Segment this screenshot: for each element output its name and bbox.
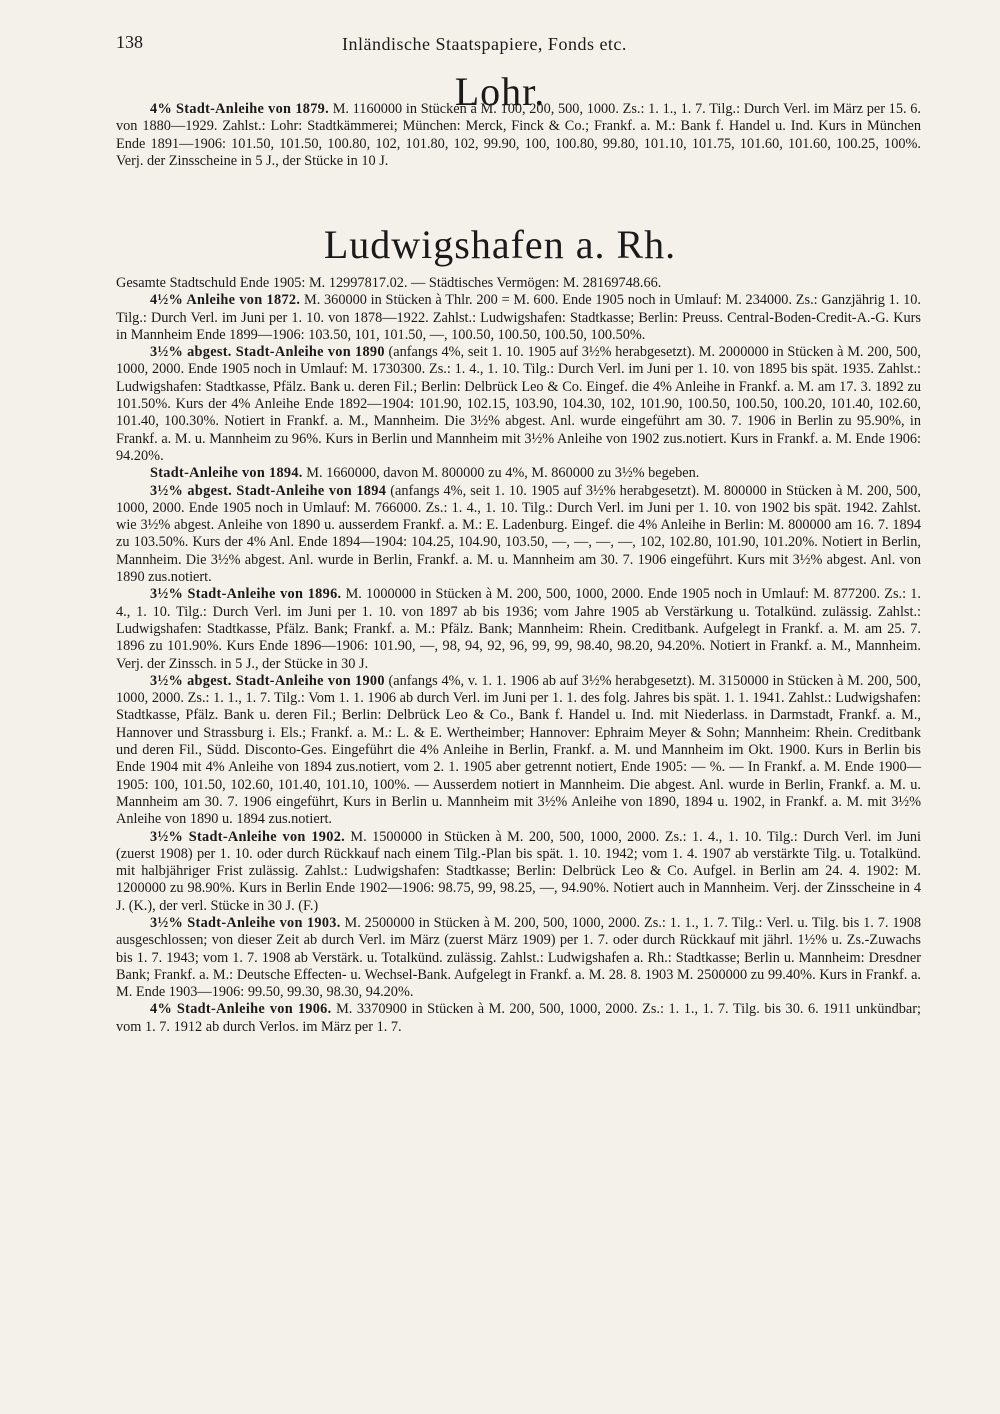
paragraph: [116, 292, 921, 344]
paragraph-text: (anfangs 4%, v. 1. 1. 1906 ab auf 3½% herabgesetzt). M. 3150000 in Stücken à M. 200, 500, 1000, 2000. Zs.: 1. 1., 1. 7. Tilg.: Vom 1. 1. 1906 ab durch Verl. im Juni per 1. 1. des folg. Jahres bis spät. 1. 1. 1941. Zahlst.: Ludwigshafen: Stadtkasse, Pfälz. Bank u. deren Fil.; Berlin: Delbrück Leo & Co., Bank f. Handel u. Ind. mit Niederlass. in Darmstadt, Frankf. a. M., Hannover und Strassburg i. Els.; Frankf. a. M.: L. & E. Wertheimber; Hannover: Ephraim Meyer & Sohn; Mannheim: Rhein. Creditbank und deren Fil., Südd. Disconto-Ges. Eingeführt die 4% Anleihe in Berlin, Frankf. a. M. und Mannheim im Okt. 1900. Kurs in Berlin bis Ende 1904 mit 4% Anleihe von 1894 zus.notiert, vom 2. 1. 1905 aber getrennt notiert, Ende 1905: — %. — In Frankf. a. M. Ende 1900—1905: 100, 101.50, 102.60, 101.40, 101.10, 100%. — Ausserdem notiert in Mannheim. Die abgest. Anl. wurde in Berlin, Frankf. a. M. u. Mannheim am 30. 7. 1906 eingeführt, Kurs in Berlin u. Mannheim mit 3½% Anleihe von 1890, 1894 u. 1902, in Frankf. a. M. mit 3½% Anleihe von 1890 u. 1894 zus.notiert.: [116, 672, 921, 828]
paragraph-text: M. 1160000 in Stücken à M. 100, 200, 500, 1000. Zs.: 1. 1., 1. 7. Tilg.: Durch Verl. im März per 15. 6. von 1880—1929. Zahlst.: Lohr: Stadtkämmerei; München: Merck, Finck & Co.; Frankf. a. M.: Bank f. Handel u. Ind. Kurs in München Ende 1891—1906: 101.50, 101.50, 100.80, 102, 101.80, 102, 99.90, 100, 100.80, 99.80, 101.10, 101.75, 101.60, 101.60, 100.25, 100%. Verj. der Zinsscheine in 5 J., der Stücke in 10 J.: [116, 101, 921, 169]
paragraph: [116, 483, 921, 587]
section-body-ludwigshafen: [116, 275, 921, 1036]
paragraph-text: M. 2500000 in Stücken à M. 200, 500, 1000, 2000. Zs.: 1. 1., 1. 7. Tilg.: Verl. u. Tilg. bis 1. 7. 1908 ausgeschlossen; von dieser Zeit ab durch Verl. im März (zuerst März 1909) per 1. 7. oder durch Rückkauf mit jährl. 1½% u. Zs.-Zuwachs bis 1. 7. 1943; vom 1. 7. 1908 ab Verstärk. u. Totalkünd. zulässig. Zahlst.: Ludwigshafen a. Rh.: Stadtkasse; Berlin u. Mannheim: Dresdner Bank; Frankf. a. M.: Deutsche Effecten- u. Wechsel-Bank. Aufgelegt in Frankf. a. M. 28. 8. 1903 M. 2500000 zu 99.40%. Kurs in Frankf. a. M. Ende 1903—1906: 99.50, 99.30, 98.30, 94.20%.: [116, 914, 921, 1001]
section-body-lohr: [116, 101, 921, 170]
paragraph: [116, 465, 921, 482]
paragraph-text: M. 1000000 in Stücken à M. 200, 500, 1000, 2000. Ende 1905 noch in Umlauf: M. 877200. Zs.: 1. 4., 1. 10. Tilg.: Durch Verl. im Juni per 1. 10. von 1897 ab bis 1936; vom Jahre 1905 ab Verstärkung u. Totalkünd. zulässig. Zahlst.: Ludwigshafen: Stadtkasse, Pfälz. Bank; Frankf. a. M.: Pfälz. Bank; Mannheim: Rhein. Creditbank. Aufgelegt in Frankf. a. M. am 25. 7. 1896 zu 101.90%. Kurs Ende 1896—1906: 101.90, —, 98, 94, 92, 96, 99, 99, 98.40, 98.20, 94.20%. Notiert in Frankf. a. M., Mannheim. Verj. der Zinssch. in 5 J., der Stücke in 30 J.: [116, 586, 921, 672]
paragraph-lead: 3½% Stadt-Anleihe von 1903.: [150, 914, 341, 931]
paragraph: [116, 101, 921, 170]
paragraph-text: M. 1660000, davon M. 800000 zu 4%, M. 860000 zu 3½% begeben.: [302, 465, 700, 482]
paragraph-lead: 4½% Anleihe von 1872.: [150, 292, 301, 309]
running-head-title: Inländische Staatspapiere, Fonds etc.: [342, 34, 627, 54]
paragraph: [116, 1001, 921, 1036]
paragraph-text: M. 360000 in Stücken à Thlr. 200 = M. 600. Ende 1905 noch in Umlauf: M. 234000. Zs.: Ganzjährig 1. 10. Tilg.: Durch Verl. im Juni per 1. 10. von 1878—1922. Zahlst.: Ludwigshafen: Stadtkasse; Berlin: Preuss. Central-Boden-Credit-A.-G. Kurs in Mannheim Ende 1899—1906: 103.50, 101, 101.50, —, 100.50, 100.50, 100.50, 100.50%.: [116, 292, 921, 343]
paragraph-text: M. 1500000 in Stücken à M. 200, 500, 1000, 2000. Zs.: 1. 4., 1. 10. Tilg.: Durch Verl. im Juni (zuerst 1908) per 1. 10. oder durch Rückkauf nach einem Tilg.-Plan bis spät. 1. 10. 1942; vom 1. 4. 1907 ab verstärkte Tilg. u. Totalkünd. mit halbjähriger Frist zulässig. Zahlst.: Ludwigshafen: Stadtkasse; Berlin: Delbrück Leo & Co. Aufgel. in Berlin am 24. 4. 1902: M. 1200000 zu 98.90%. Kurs in Berlin Ende 1902—1906: 98.75, 99, 98.25, —, 94.90%. Notiert auch in Mannheim. Verj. der Zinsscheine in 4 J. (K.), der verl. Stücke in 30 J. (F.): [116, 828, 921, 914]
paragraph: [116, 586, 921, 672]
paragraph: [116, 673, 921, 829]
paragraph-lead: 3½% abgest. Stadt-Anleihe von 1900: [150, 672, 385, 689]
paragraph: [116, 915, 921, 1001]
paragraph-lead: 4% Stadt-Anleihe von 1906.: [150, 1001, 332, 1018]
paragraph-text: M. 3370900 in Stücken à M. 200, 500, 1000, 2000. Zs.: 1. 1., 1. 7. Tilg. bis 30. 6. 1911 unkündbar; vom 1. 7. 1912 ab durch Verlos. im März per 1. 7.: [116, 1001, 921, 1035]
paragraph-lead: 3½% abgest. Stadt-Anleihe von 1894: [150, 482, 387, 499]
paragraph-lead: 3½% Stadt-Anleihe von 1902.: [150, 828, 346, 845]
section-heading-lohr: Lohr.: [454, 69, 546, 114]
paragraph: [116, 275, 921, 292]
paragraph-text: Gesamte Stadtschuld Ende 1905: M. 12997817.02. — Städtisches Vermögen: M. 28169748.66.: [116, 275, 662, 291]
paragraph-lead: 4% Stadt-Anleihe von 1879.: [150, 101, 329, 117]
paragraph-lead: 3½% abgest. Stadt-Anleihe von 1890: [150, 344, 385, 361]
paragraph-text: (anfangs 4%, seit 1. 10. 1905 auf 3½% herabgesetzt). M. 800000 in Stücken à M. 200, 500, 1000, 2000. Ende 1905 noch in Umlauf: M. 766000. Zs.: 1. 4., 1. 10. Tilg.: Durch Verl. im Juni per 1. 10. von 1902 bis spät. 1942. Zahlst. wie 3½% abgest. Anleihe von 1890 u. ausserdem Frankf. a. M.: E. Ladenburg. Eingef. die 4% Anleihe in Berlin: M. 800000 am 16. 7. 1894 zu 103.50%. Kurs der 4% Anl. Ende 1894—1904: 104.25, 104.90, 103.50, —, —, —, —, 102, 102.80, 101.90, 101.20%. Notiert in Berlin, Mannheim. Die 3½% abgest. Anl. wurde in Berlin, Frankf. a. M. u. Mannheim am 30. 7. 1906 eingeführt. Kurs mit 3½% abgest. Anl. von 1890 zus.notiert.: [116, 482, 922, 586]
section-heading-ludwigshafen: Ludwigshafen a. Rh.: [323, 222, 677, 267]
page-number: 138: [116, 32, 143, 52]
paragraph-lead: Stadt-Anleihe von 1894.: [150, 465, 303, 482]
paragraph-text: (anfangs 4%, seit 1. 10. 1905 auf 3½% herabgesetzt). M. 2000000 in Stücken à M. 200, 500, 1000, 2000. Ende 1905 noch in Umlauf: M. 1730300. Zs.: 1. 4., 1. 10. Tilg.: Durch Verl. im Juni per 1. 10. von 1895 bis spät. 1935. Zahlst.: Ludwigshafen: Stadtkasse, Pfälz. Bank u. deren Fil.; Berlin: Delbrück Leo & Co. Eingef. die 4% Anleihe in Frankf. a. M. am 17. 3. 1892 zu 101.50%. Kurs der 4% Anleihe Ende 1892—1904: 101.90, 102.15, 103.90, 104.30, 102, 101.90, 100.50, 100.50, 100.20, 101.40, 102.60, 101.40, 100.30%. Notiert in Frankf. a. M., Mannheim. Die 3½% abgest. Anl. wurde eingeführt am 30. 7. 1906 in Berlin zu 95.90%, in Frankf. a. M. u. Mannheim zu 96%. Kurs in Berlin und Mannheim mit 3½% Anleihe von 1902 zus.notiert. Kurs in Frankf. a. M. Ende 1906: 94.20%.: [116, 344, 921, 464]
paragraph-lead: 3½% Stadt-Anleihe von 1896.: [150, 586, 342, 603]
paragraph: [116, 829, 921, 915]
paragraph: [116, 344, 921, 465]
